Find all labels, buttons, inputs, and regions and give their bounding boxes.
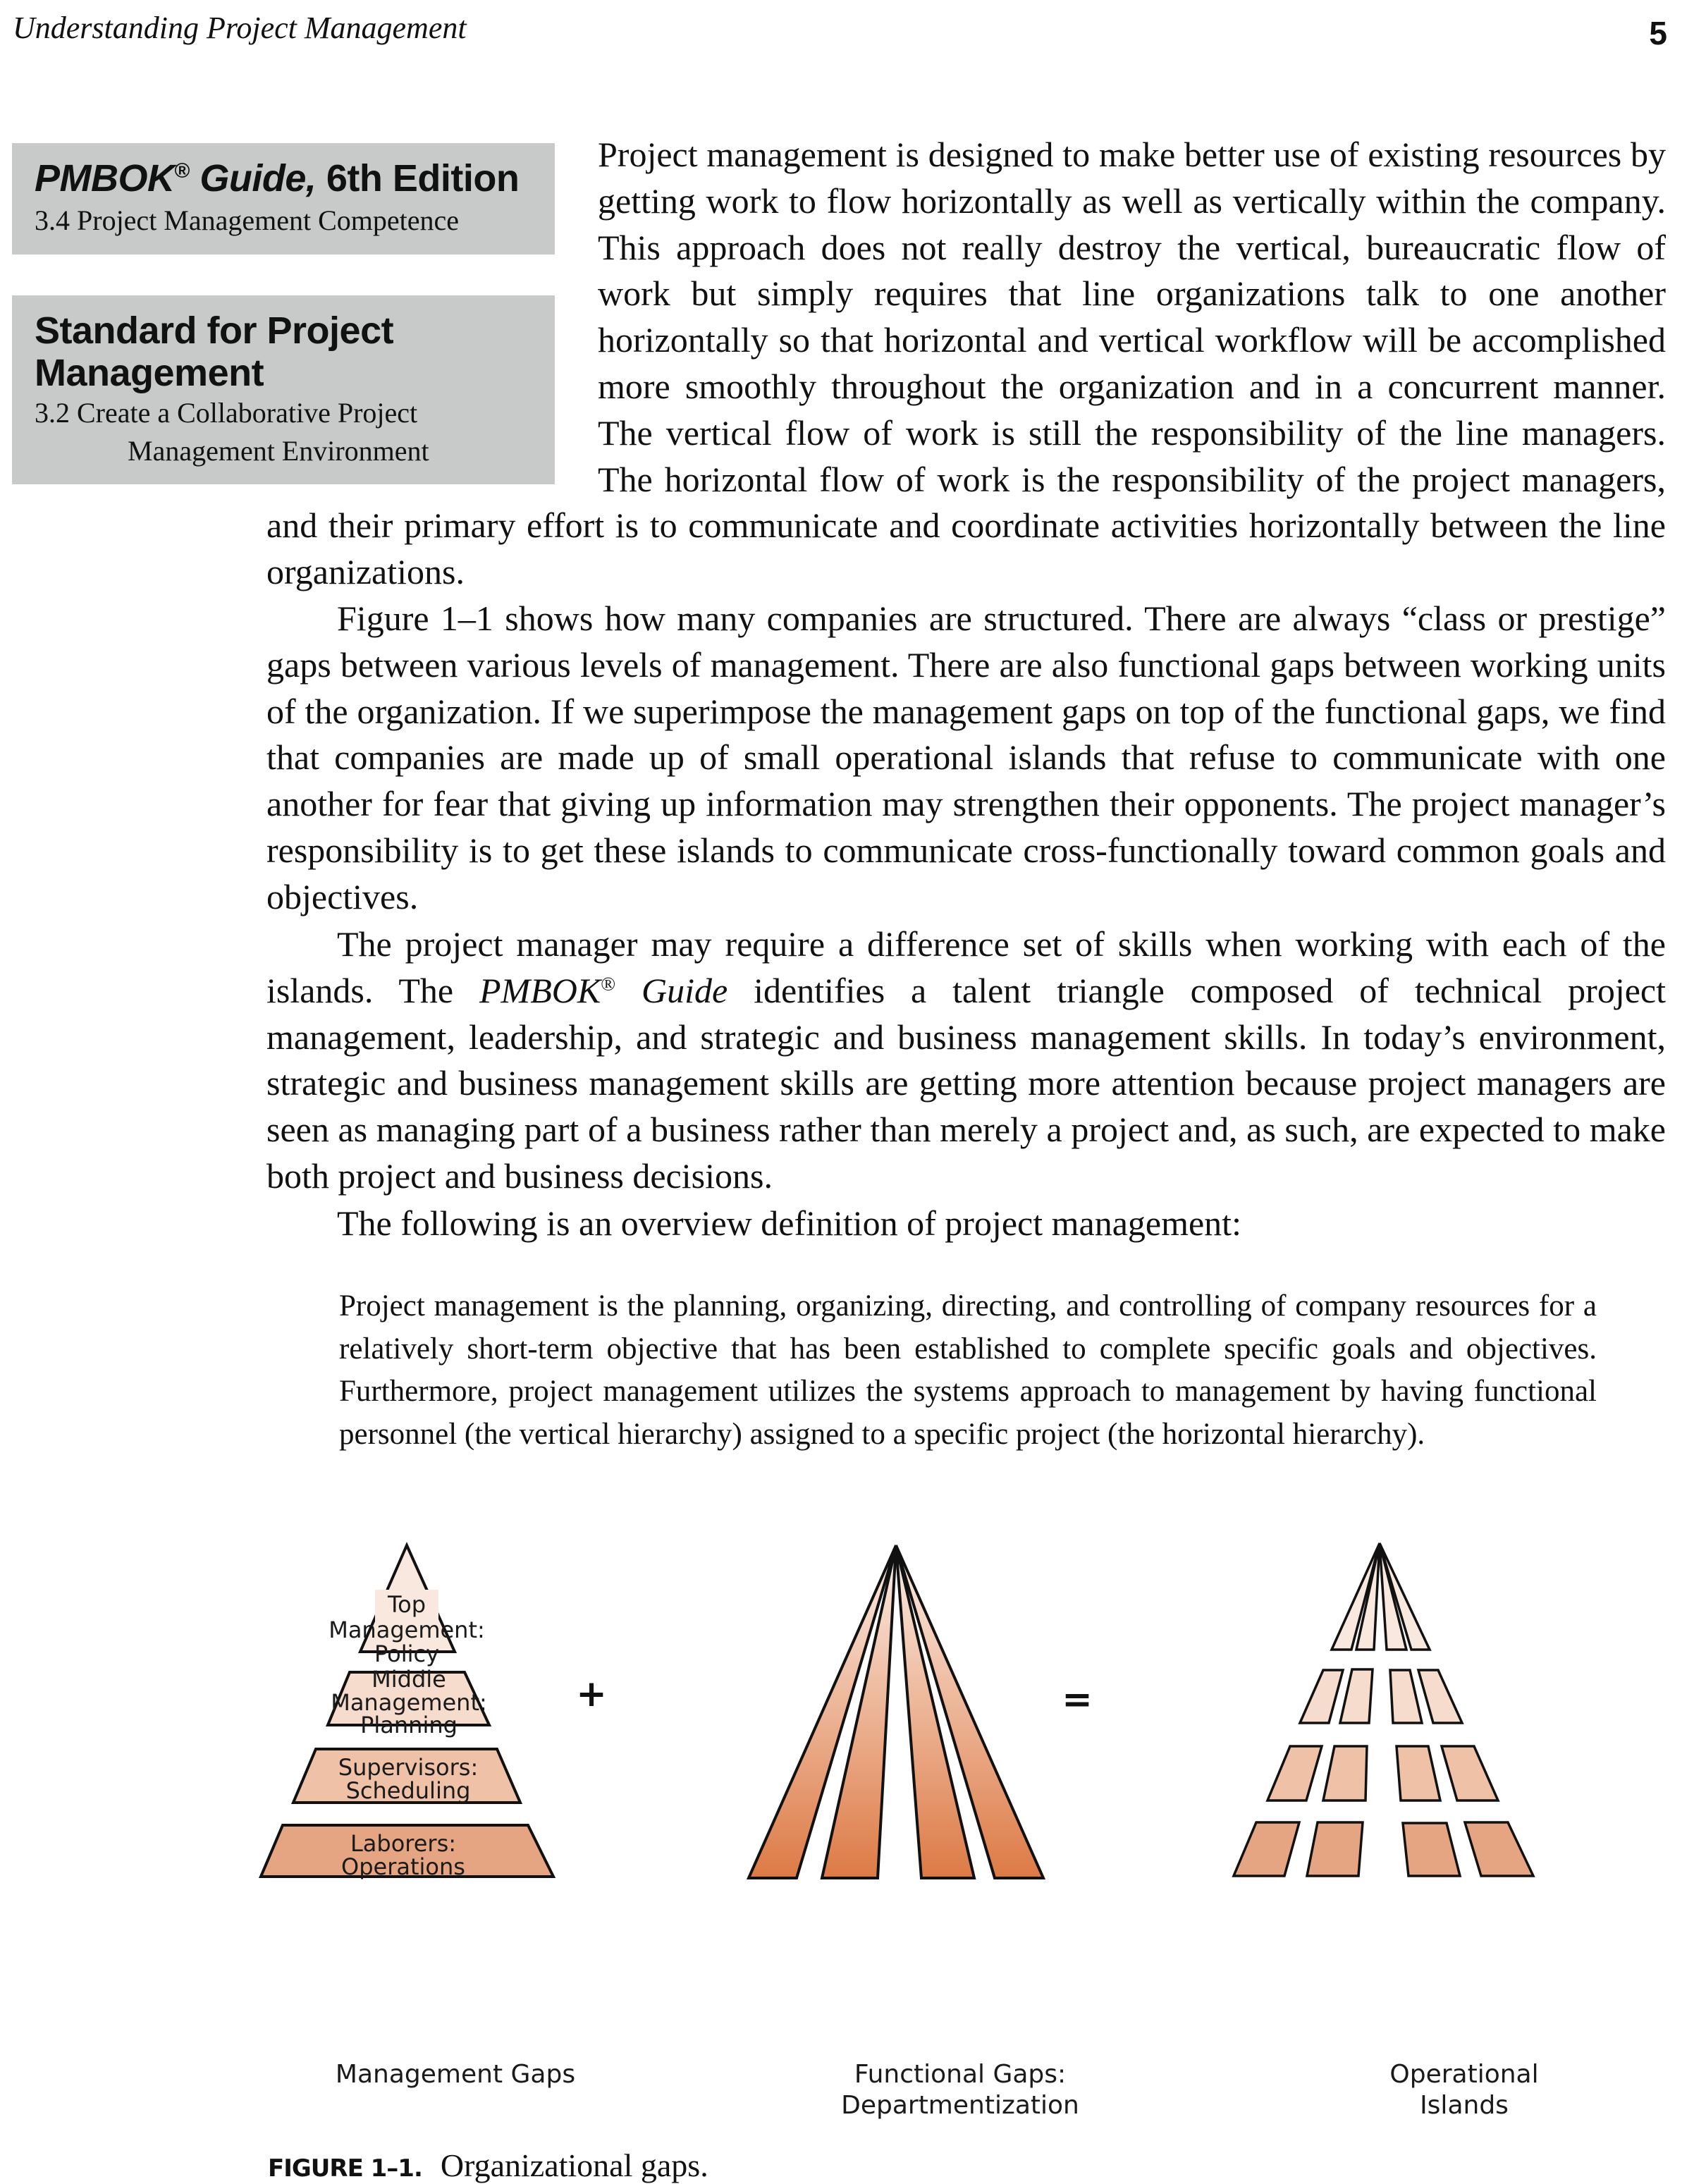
supervisors-line2: Scheduling xyxy=(345,1777,471,1804)
top-line3: Policy xyxy=(374,1640,440,1667)
paragraph-1-text: Project management is designed to make better use of existing resources by getting work to flow horizontally as well as vertically within the company. This approach does not really destroy the vertical, bureaucratic flow of work but simply requires that line organizations talk to one another horizontally so that horizontal and vertical workflow will be accomplished more smoothly throughout the organization and in a concurrent manner. The vertical flow of work is still the responsibility of the line managers. The horizontal flow of work is the responsibility of the project managers, and their primary effort is to communicate and coordinate activities horizontally between the line organizations. xyxy=(266,135,1666,592)
top-line2: Management: xyxy=(329,1616,485,1643)
functional-gaps-fan xyxy=(749,1545,1043,1878)
middle-line1: Middle xyxy=(372,1666,446,1693)
subtitle-line2: Management Environment xyxy=(128,435,429,467)
island-r4-c1 xyxy=(1234,1822,1299,1876)
label-operational-line2: Islands xyxy=(1420,2091,1509,2120)
running-head-title: Understanding Project Management xyxy=(13,11,467,45)
island-r2-c1 xyxy=(1300,1670,1343,1723)
page-number: 5 xyxy=(1649,15,1667,51)
island-r3-c3 xyxy=(1397,1746,1440,1800)
supervisors-line1: Supervisors: xyxy=(338,1754,479,1781)
label-management-gaps: Management Gaps xyxy=(335,2060,576,2089)
paragraph-2: Figure 1–1 shows how many companies are structured. There are always “class or prestige” gaps between various levels of management. There are also functional gaps between working units of the organization. If we superimpose the management gaps on top of the functional gaps, we find that companies are made up of small operational islands that refuse to communicate with one another for fear that giving up information may strengthen their opponents. The project manager’s responsibility is to get these islands to communicate cross-functionally toward common goals and objectives. xyxy=(266,599,1666,916)
sidebar-box-standard-title: Standard for Project Management xyxy=(35,309,394,394)
island-r2-c2 xyxy=(1340,1669,1373,1723)
title-italic: PMBOK xyxy=(35,157,175,200)
sidebar-box-pmbok-subtitle: 3.4 Project Management Competence xyxy=(35,204,460,236)
figure-caption-number: FIGURE 1–1. xyxy=(268,2154,422,2183)
subtitle-line1: 3.2 Create a Collaborative Project xyxy=(35,397,418,429)
island-r4-c3 xyxy=(1403,1823,1460,1876)
top-line1: Top xyxy=(388,1591,426,1618)
p3-pmbok-italic: PMBOK xyxy=(479,970,601,1010)
laborers-line1: Laborers: xyxy=(350,1830,457,1857)
paragraph-4: The following is an overview definition of project management: xyxy=(337,1203,1241,1243)
middle-line2: Management: xyxy=(331,1689,487,1716)
definition-blockquote: Project management is the planning, organizing, directing, and controlling of company resources for a relatively short-term objective that has been established to complete specific goals and objectives. Furthermore, project management utilizes the systems approach to management by having functional personnel (the vertical hierarchy) assigned to a specific project (the horizontal hierarchy). xyxy=(339,1289,1597,1451)
registered-mark: ® xyxy=(174,159,190,183)
title-italic-guide: Guide, xyxy=(189,157,317,200)
p3-guide-italic: Guide xyxy=(615,970,728,1010)
island-r4-c2 xyxy=(1307,1822,1363,1876)
label-operational-line1: Operational xyxy=(1389,2060,1539,2089)
equals-operator: = xyxy=(1062,1679,1093,1721)
p3-registered-mark: ® xyxy=(601,972,616,995)
island-r4-c4 xyxy=(1465,1822,1533,1876)
operational-islands xyxy=(1234,1543,1533,1876)
figure-caption-text: Organizational gaps. xyxy=(440,2147,708,2183)
management-gaps-pyramid xyxy=(261,1545,553,1880)
middle-line3: Planning xyxy=(360,1712,458,1738)
laborers-line2: Operations xyxy=(341,1853,465,1880)
p3-text-a: The project manager may require a difference set of skills when working with each of the islands. The xyxy=(266,924,1666,1010)
island-r3-c2 xyxy=(1323,1746,1367,1800)
island-r2-c4 xyxy=(1418,1670,1462,1723)
figure-caption xyxy=(268,2147,708,2184)
label-functional-gaps-line1: Functional Gaps: xyxy=(854,2060,1067,2089)
p3-text-b: identifies a talent triangle composed of technical project management, leadership, and strategic and business management skills. In today’s environment, strategic and business management skills are getting more attention because project managers are seen as managing part of a business rather than merely a project and, as such, are expected to make both project and business decisions. xyxy=(266,970,1667,1196)
island-r2-c3 xyxy=(1390,1670,1422,1723)
island-r3-c1 xyxy=(1268,1746,1322,1800)
title-edition: 6th Edition xyxy=(316,157,520,200)
label-functional-gaps-line2: Departmentization xyxy=(841,2091,1079,2120)
plus-operator: + xyxy=(576,1673,607,1715)
island-r3-c4 xyxy=(1442,1746,1498,1800)
